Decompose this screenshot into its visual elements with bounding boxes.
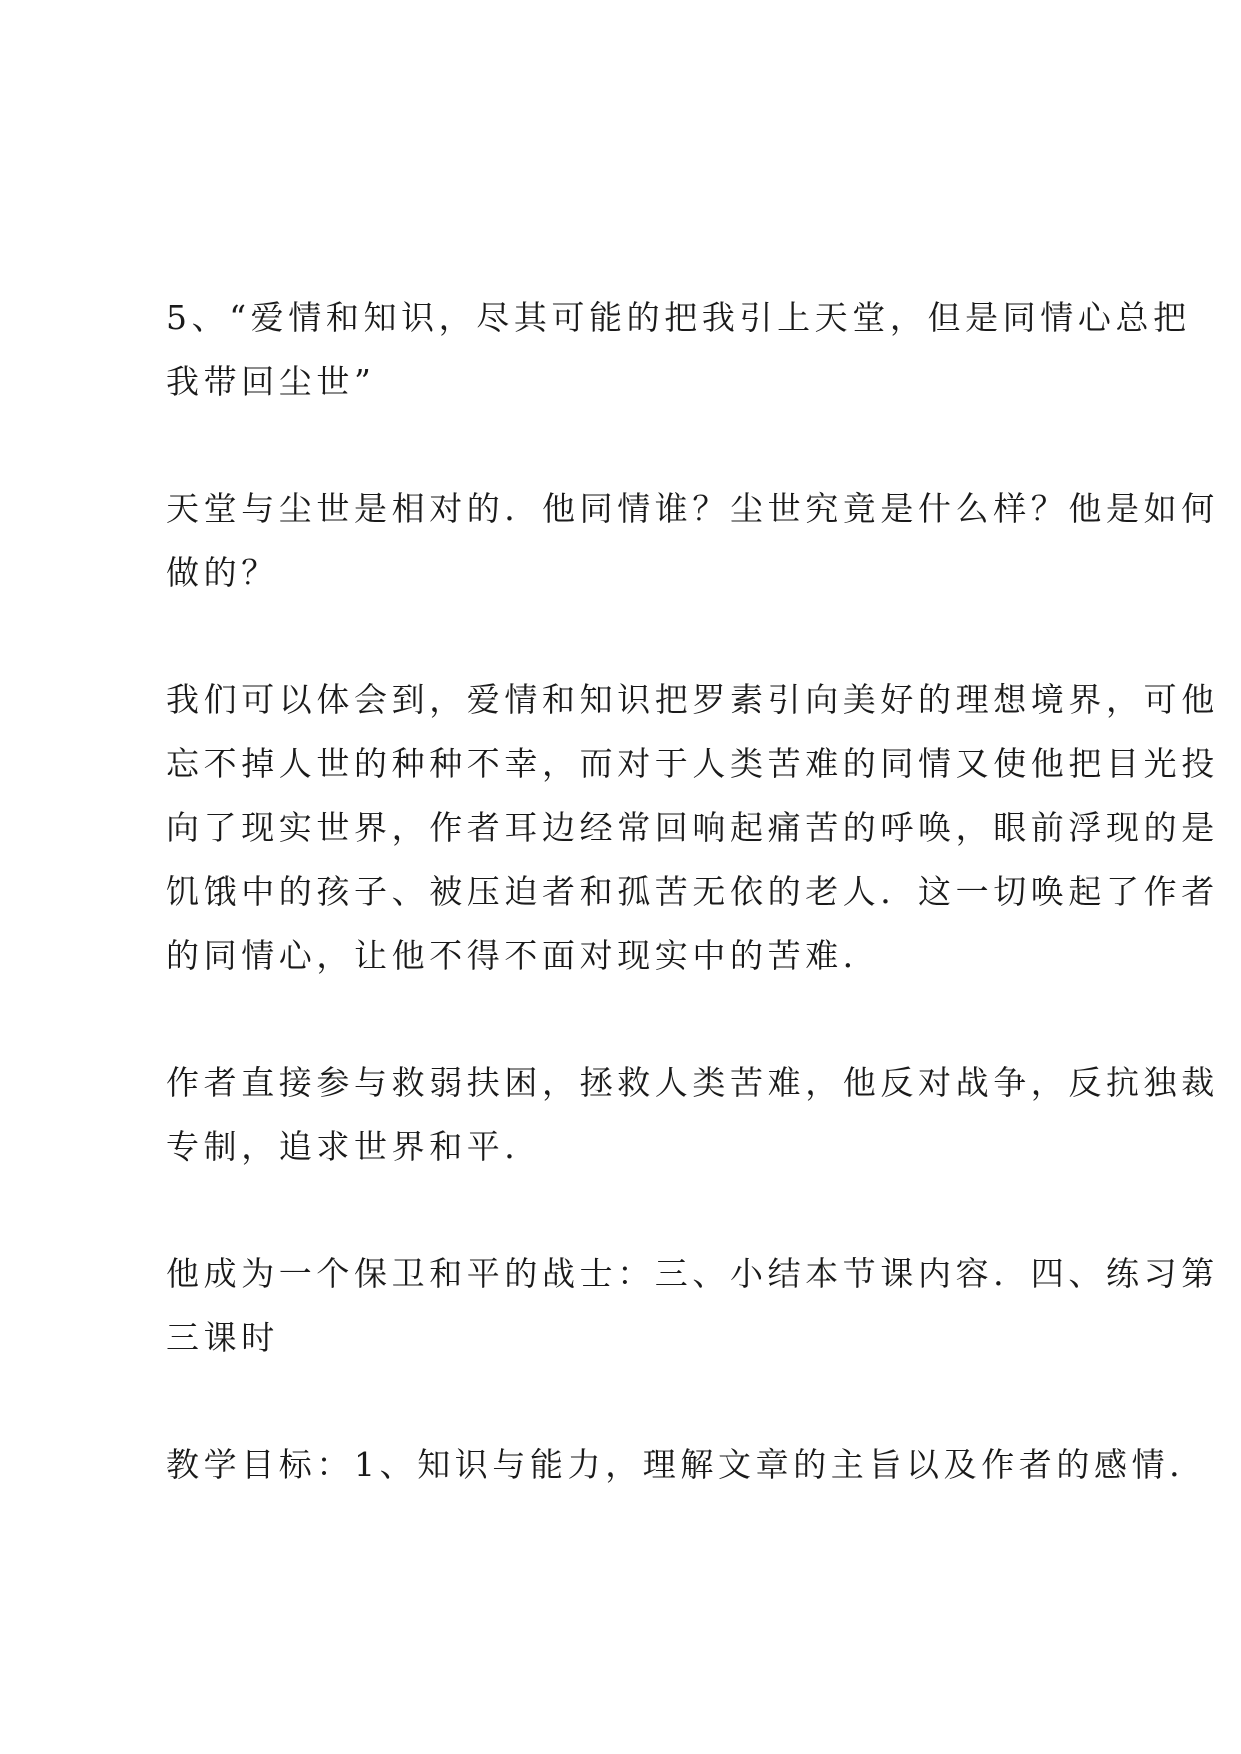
- text-line: 我带回尘世”: [166, 362, 376, 401]
- paragraph-questions: [166, 477, 1219, 605]
- text-line: 向了现实世界，作者耳边经常回响起痛苦的呼唤，眼前浮现的是: [166, 808, 1219, 847]
- text-line: 三课时: [166, 1318, 279, 1357]
- paragraph-summary: [166, 1242, 1219, 1370]
- text-line: 专制，追求世界和平．: [166, 1127, 542, 1166]
- paragraph-quote: [166, 286, 1191, 414]
- text-line: 作者直接参与救弱扶困，拯救人类苦难，他反对战争，反抗独裁: [166, 1063, 1219, 1102]
- text-line: 的同情心，让他不得不面对现实中的苦难．: [166, 936, 881, 975]
- paragraph-objectives: [166, 1433, 1207, 1497]
- paragraph-actions: [166, 1051, 1219, 1179]
- paragraph-analysis: [166, 668, 1219, 988]
- text-line: 教学目标：1、知识与能力，理解文章的主旨以及作者的感情．: [166, 1445, 1207, 1484]
- document-page: [166, 286, 1219, 1560]
- text-line: 做的？: [166, 553, 279, 592]
- text-line: 我们可以体会到，爱情和知识把罗素引向美好的理想境界，可他: [166, 680, 1219, 719]
- text-line: 天堂与尘世是相对的．他同情谁？尘世究竟是什么样？他是如何: [166, 489, 1219, 528]
- text-line: 他成为一个保卫和平的战士：三、小结本节课内容．四、练习第: [166, 1254, 1219, 1293]
- text-line: 5、“爱情和知识，尽其可能的把我引上天堂，但是同情心总把: [166, 298, 1191, 337]
- text-line: 饥饿中的孩子、被压迫者和孤苦无依的老人．这一切唤起了作者: [166, 872, 1219, 911]
- text-line: 忘不掉人世的种种不幸，而对于人类苦难的同情又使他把目光投: [166, 744, 1219, 783]
